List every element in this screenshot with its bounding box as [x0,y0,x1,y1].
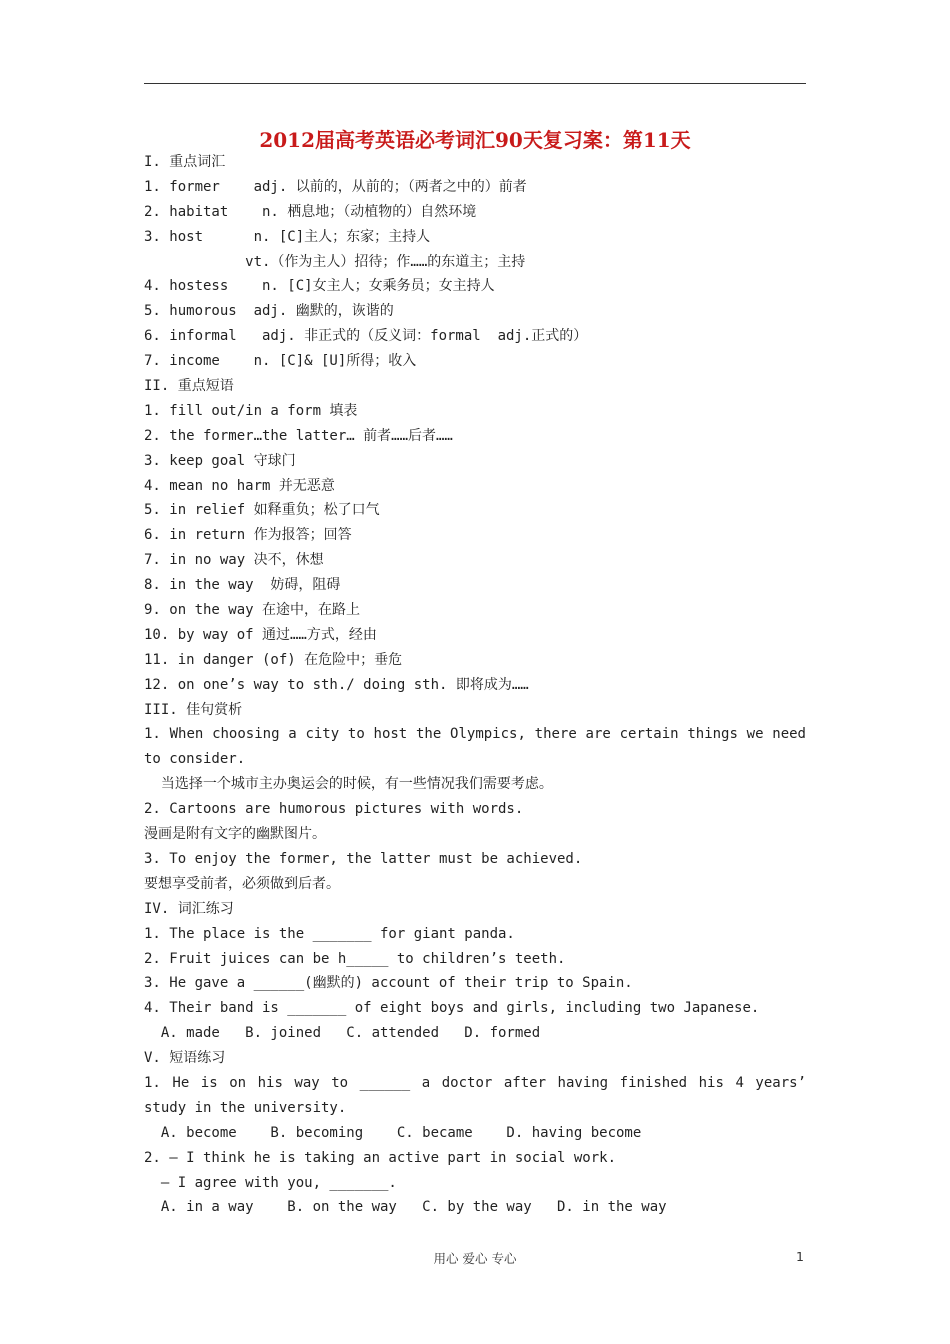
document-line: 要想享受前者，必须做到后者。 [144,875,340,892]
document-line: 1. When choosing a city to host the Olympics, there are certain things we need [144,726,806,743]
document-line: 11. in danger (of) 在危险中；垂危 [144,651,403,668]
document-line: 2. Cartoons are humorous pictures with words. [144,801,524,818]
document-line: 4. mean no harm 并无恶意 [144,477,335,494]
document-line: II. 重点短语 [144,378,234,395]
document-line: 2. habitat n. 栖息地；（动植物的）自然环境 [144,203,477,220]
document-line: A. made B. joined C. attended D. formed [144,1025,541,1042]
document-line: 当选择一个城市主办奥运会的时候，有一些情况我们需要考虑。 [144,776,553,793]
document-body [144,150,806,1220]
document-line: to consider. [144,751,246,768]
header-rule [144,83,806,84]
document-line: A. become B. becoming C. became D. having become [144,1124,642,1141]
document-line: V. 短语练习 [144,1050,226,1067]
document-line: III. 佳句赏析 [144,701,243,718]
page-number: 1 [796,1249,804,1264]
document-line: 1. former adj. 以前的，从前的；（两者之中的）前者 [144,178,527,195]
document-line: 6. in return 作为报答；回答 [144,527,352,544]
document-line: 7. income n. [C]& [U]所得；收入 [144,353,417,370]
page-footer: 用心 爱心 专心 [433,1251,517,1266]
document-line: 3. To enjoy the former, the latter must be achieved. [144,850,583,867]
document-line: 10. by way of 通过……方式，经由 [144,626,377,643]
page-title: 2012届高考英语必考词汇90天复习案：第11天 [259,128,691,152]
document-line: 1. The place is the _______ for giant panda. [144,925,515,942]
document-line: 6. informal adj. 非正式的（反义词：formal adj.正式的） [144,328,588,345]
document-line: 2. the former…the latter… 前者……后者…… [144,427,453,444]
document-line: 3. host n. [C]主人；东家；主持人 [144,228,431,245]
document-line: – I agree with you, _______. [144,1174,397,1191]
document-line: 2. Fruit juices can be h_____ to children’s teeth. [144,950,566,967]
document-line: 1. fill out/in a form 填表 [144,402,358,419]
document-line: 12. on one’s way to sth./ doing sth. 即将成为…… [144,676,529,693]
document-line: 5. humorous adj. 幽默的，诙谐的 [144,303,394,320]
document-line: IV. 词汇练习 [144,900,234,917]
document-line: 3. keep goal 守球门 [144,452,296,469]
document-line: A. in a way B. on the way C. by the way D. in the way [144,1199,667,1216]
document-line: 7. in no way 决不，休想 [144,552,324,569]
document-line: 4. hostess n. [C]女主人；女乘务员；女主持人 [144,278,495,295]
document-line: 1. He is on his way to ______ a doctor after having finished his 4 years’ [144,1074,806,1091]
document-line: I. 重点词汇 [144,154,226,170]
document-line: 2. – I think he is taking an active part in social work. [144,1149,617,1166]
document-line: 漫画是附有文字的幽默图片。 [144,826,326,843]
document-line: 4. Their band is _______ of eight boys and girls, including two Japanese. [144,1000,760,1017]
document-line: 5. in relief 如释重负；松了口气 [144,502,380,519]
document-line: 3. He gave a ______(幽默的) account of their trip to Spain. [144,975,633,992]
document-line: vt.（作为主人）招待；作……的东道主；主持 [144,253,526,270]
document-line: 9. on the way 在途中，在路上 [144,602,361,619]
document-line: 8. in the way 妨碍，阻碍 [144,577,341,594]
document-line: study in the university. [144,1099,347,1116]
